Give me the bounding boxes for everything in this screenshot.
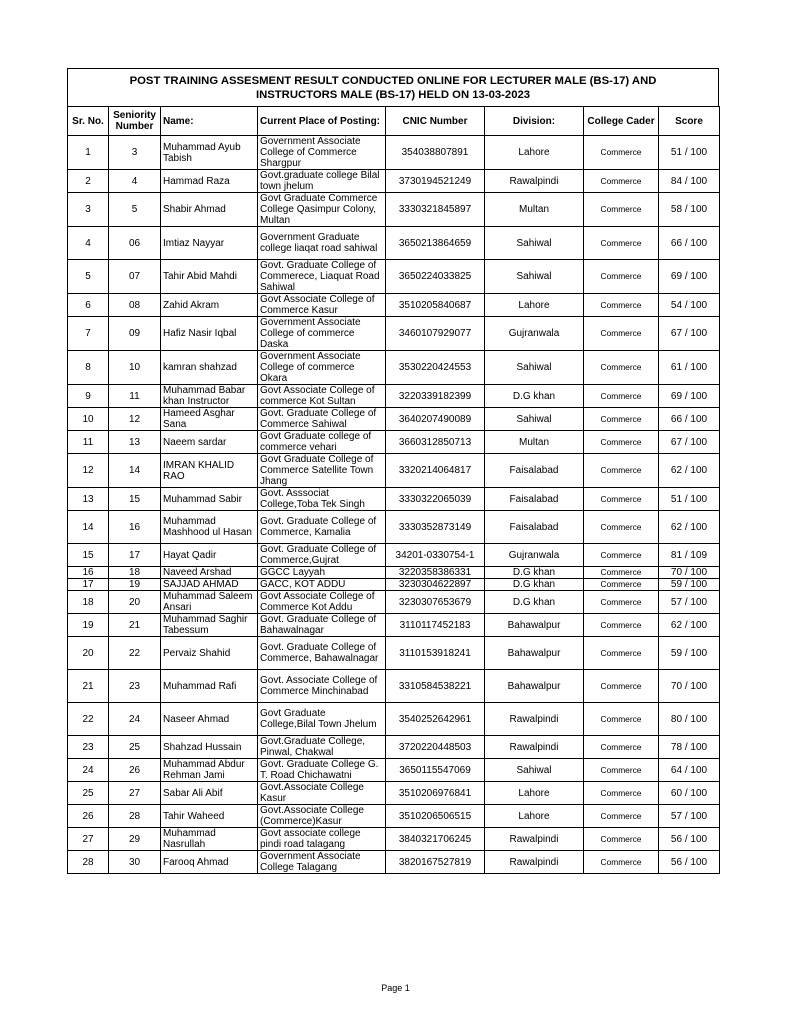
cell-name: Imtiaz Nayyar (161, 227, 258, 260)
cell-cnic: 34201-0330754-1 (386, 544, 485, 567)
header-score: Score (659, 107, 720, 136)
cell-sen: 07 (109, 260, 161, 294)
cell-division: Faisalabad (485, 454, 584, 488)
cell-sr: 27 (68, 828, 109, 851)
cell-sen: 15 (109, 488, 161, 511)
cell-posting: Government Graduate college liaqat road sahiwal (258, 227, 386, 260)
cell-cnic: 3230307653679 (386, 591, 485, 614)
table-row (68, 170, 720, 193)
cell-division: D.G khan (485, 567, 584, 579)
cell-division: Sahiwal (485, 408, 584, 431)
cell-cnic: 3320214064817 (386, 454, 485, 488)
cell-score: 84 / 100 (659, 170, 720, 193)
cell-cnic: 3310584538221 (386, 670, 485, 703)
cell-sr: 9 (68, 385, 109, 408)
header-name: Name: (161, 107, 258, 136)
cell-division: Gujranwala (485, 317, 584, 351)
cell-cnic: 3640207490089 (386, 408, 485, 431)
cell-name: Naeem sardar (161, 431, 258, 454)
cell-division: Lahore (485, 294, 584, 317)
cell-division: Sahiwal (485, 260, 584, 294)
cell-cader: Commerce (584, 567, 659, 579)
cell-cader: Commerce (584, 614, 659, 637)
cell-posting: Govt. Graduate College of Commerce, Bahawalnagar (258, 637, 386, 670)
cell-division: Gujranwala (485, 544, 584, 567)
cell-posting: Govt Associate College of Commerce Kasur (258, 294, 386, 317)
cell-name: Muhammad Abdur Rehman Jami (161, 759, 258, 782)
cell-sr: 3 (68, 193, 109, 227)
cell-cnic: 3330352873149 (386, 511, 485, 544)
cell-sr: 16 (68, 567, 109, 579)
cell-sen: 12 (109, 408, 161, 431)
title-text: POST TRAINING ASSESMENT RESULT CONDUCTED ONLINE FOR LECTURER MALE (BS-17) AND INSTRUCTORS MALE (BS-17) HELD ON 13-03-2023 (129, 74, 657, 101)
cell-name: Farooq Ahmad (161, 851, 258, 874)
table-row (68, 294, 720, 317)
cell-division: Bahawalpur (485, 637, 584, 670)
cell-division: Bahawalpur (485, 614, 584, 637)
cell-cnic: 3510205840687 (386, 294, 485, 317)
cell-sen: 11 (109, 385, 161, 408)
cell-sen: 08 (109, 294, 161, 317)
cell-name: Shabir Ahmad (161, 193, 258, 227)
cell-score: 70 / 100 (659, 567, 720, 579)
cell-score: 66 / 100 (659, 408, 720, 431)
header-division: Division: (485, 107, 584, 136)
cell-score: 80 / 100 (659, 703, 720, 736)
cell-division: Multan (485, 431, 584, 454)
cell-sr: 10 (68, 408, 109, 431)
cell-posting: Govt Graduate college of commerce vehari (258, 431, 386, 454)
cell-score: 66 / 100 (659, 227, 720, 260)
cell-cader: Commerce (584, 408, 659, 431)
cell-score: 54 / 100 (659, 294, 720, 317)
table-row (68, 511, 720, 544)
cell-cader: Commerce (584, 703, 659, 736)
cell-name: Hameed Asghar Sana (161, 408, 258, 431)
cell-sen: 4 (109, 170, 161, 193)
cell-sen: 16 (109, 511, 161, 544)
cell-score: 69 / 100 (659, 260, 720, 294)
cell-division: Rawalpindi (485, 851, 584, 874)
cell-cnic: 3460107929077 (386, 317, 485, 351)
cell-name: Tahir Abid Mahdi (161, 260, 258, 294)
cell-posting: Govt Graduate Commerce College Qasimpur Colony, Multan (258, 193, 386, 227)
result-table (67, 106, 720, 874)
cell-cader: Commerce (584, 351, 659, 385)
cell-sen: 30 (109, 851, 161, 874)
table-row (68, 544, 720, 567)
cell-posting: Govt Associate College of commerce Kot Sultan (258, 385, 386, 408)
cell-cader: Commerce (584, 431, 659, 454)
cell-sr: 6 (68, 294, 109, 317)
cell-sr: 15 (68, 544, 109, 567)
cell-cader: Commerce (584, 591, 659, 614)
cell-name: Muhammad Mashhood ul Hasan (161, 511, 258, 544)
cell-posting: Govt Associate College of Commerce Kot Addu (258, 591, 386, 614)
cell-cnic: 354038807891 (386, 136, 485, 170)
cell-cader: Commerce (584, 488, 659, 511)
cell-division: Lahore (485, 136, 584, 170)
cell-name: Muhammad Rafi (161, 670, 258, 703)
cell-cnic: 3510206506515 (386, 805, 485, 828)
cell-division: Faisalabad (485, 488, 584, 511)
cell-score: 81 / 109 (659, 544, 720, 567)
cell-sen: 09 (109, 317, 161, 351)
cell-cader: Commerce (584, 385, 659, 408)
cell-cader: Commerce (584, 317, 659, 351)
cell-name: Hayat Qadir (161, 544, 258, 567)
cell-sr: 22 (68, 703, 109, 736)
table-row (68, 408, 720, 431)
cell-sen: 22 (109, 637, 161, 670)
cell-score: 59 / 100 (659, 579, 720, 591)
cell-name: Muhammad Nasrullah (161, 828, 258, 851)
cell-division: D.G khan (485, 579, 584, 591)
cell-cader: Commerce (584, 851, 659, 874)
cell-name: Muhammad Sabir (161, 488, 258, 511)
cell-cnic: 3110153918241 (386, 637, 485, 670)
page-footer: Page 1 (381, 983, 410, 993)
cell-sen: 24 (109, 703, 161, 736)
table-row (68, 828, 720, 851)
table-row (68, 351, 720, 385)
cell-cnic: 3730194521249 (386, 170, 485, 193)
cell-name: Muhammad Saleem Ansari (161, 591, 258, 614)
cell-score: 58 / 100 (659, 193, 720, 227)
cell-posting: Govt.graduate college Bilal town jhelum (258, 170, 386, 193)
cell-sen: 19 (109, 579, 161, 591)
cell-sr: 14 (68, 511, 109, 544)
cell-posting: Government Associate College of commerce Okara (258, 351, 386, 385)
cell-division: Lahore (485, 805, 584, 828)
document-title (67, 68, 719, 106)
cell-sen: 23 (109, 670, 161, 703)
cell-sen: 17 (109, 544, 161, 567)
cell-division: Rawalpindi (485, 828, 584, 851)
cell-name: Shahzad Hussain (161, 736, 258, 759)
cell-cnic: 3660312850713 (386, 431, 485, 454)
cell-name: Muhammad Babar khan Instructor (161, 385, 258, 408)
cell-name: Muhammad Ayub Tabish (161, 136, 258, 170)
cell-sr: 25 (68, 782, 109, 805)
table-row (68, 637, 720, 670)
cell-cader: Commerce (584, 637, 659, 670)
cell-cnic: 3840321706245 (386, 828, 485, 851)
cell-name: Tahir Waheed (161, 805, 258, 828)
cell-sr: 19 (68, 614, 109, 637)
cell-score: 64 / 100 (659, 759, 720, 782)
cell-score: 62 / 100 (659, 511, 720, 544)
cell-posting: Govt. Graduate College of Commerece, Liaquat Road Sahiwal (258, 260, 386, 294)
cell-posting: Govt. Graduate College of Commerce,Gujrat (258, 544, 386, 567)
table-row (68, 136, 720, 170)
cell-posting: Govt. Graduate College of Commerce Sahiwal (258, 408, 386, 431)
cell-sen: 21 (109, 614, 161, 637)
cell-name: SAJJAD AHMAD (161, 579, 258, 591)
cell-score: 56 / 100 (659, 851, 720, 874)
cell-cader: Commerce (584, 828, 659, 851)
cell-cnic: 3510206976841 (386, 782, 485, 805)
cell-division: Sahiwal (485, 227, 584, 260)
cell-score: 51 / 100 (659, 136, 720, 170)
cell-name: Naveed Arshad (161, 567, 258, 579)
cell-sen: 13 (109, 431, 161, 454)
cell-cnic: 3530220424553 (386, 351, 485, 385)
cell-sen: 10 (109, 351, 161, 385)
cell-cnic: 3330321845897 (386, 193, 485, 227)
cell-cnic: 3650213864659 (386, 227, 485, 260)
cell-sr: 28 (68, 851, 109, 874)
cell-cader: Commerce (584, 805, 659, 828)
cell-cnic: 3820167527819 (386, 851, 485, 874)
table-row (68, 805, 720, 828)
cell-posting: Govt.Associate College (Commerce)Kasur (258, 805, 386, 828)
table-row (68, 736, 720, 759)
cell-score: 62 / 100 (659, 614, 720, 637)
cell-posting: Govt. Graduate College G. T. Road Chichawatni (258, 759, 386, 782)
cell-sen: 5 (109, 193, 161, 227)
table-row (68, 431, 720, 454)
cell-division: D.G khan (485, 385, 584, 408)
cell-division: Faisalabad (485, 511, 584, 544)
cell-name: Sabar Ali Abif (161, 782, 258, 805)
table-row (68, 851, 720, 874)
cell-sr: 8 (68, 351, 109, 385)
table-row (68, 670, 720, 703)
cell-posting: Govt Graduate College,Bilal Town Jhelum (258, 703, 386, 736)
cell-cader: Commerce (584, 670, 659, 703)
cell-sr: 4 (68, 227, 109, 260)
cell-score: 61 / 100 (659, 351, 720, 385)
cell-name: Hafiz Nasir Iqbal (161, 317, 258, 351)
cell-name: Pervaiz Shahid (161, 637, 258, 670)
cell-cnic: 3540252642961 (386, 703, 485, 736)
cell-cnic: 3220339182399 (386, 385, 485, 408)
cell-sen: 14 (109, 454, 161, 488)
cell-division: Rawalpindi (485, 703, 584, 736)
cell-division: Rawalpindi (485, 736, 584, 759)
cell-posting: GACC, KOT ADDU (258, 579, 386, 591)
cell-score: 67 / 100 (659, 317, 720, 351)
table-row (68, 488, 720, 511)
cell-sr: 7 (68, 317, 109, 351)
table-row (68, 227, 720, 260)
cell-sr: 11 (68, 431, 109, 454)
cell-sen: 3 (109, 136, 161, 170)
cell-cnic: 3330322065039 (386, 488, 485, 511)
cell-cader: Commerce (584, 170, 659, 193)
cell-division: Multan (485, 193, 584, 227)
cell-name: kamran shahzad (161, 351, 258, 385)
table-body (68, 136, 720, 874)
table-row (68, 703, 720, 736)
table-row (68, 591, 720, 614)
cell-score: 57 / 100 (659, 805, 720, 828)
table-row (68, 759, 720, 782)
cell-score: 70 / 100 (659, 670, 720, 703)
cell-sr: 5 (68, 260, 109, 294)
cell-posting: Govt.Graduate College, Pinwal, Chakwal (258, 736, 386, 759)
cell-cnic: 3230304622897 (386, 579, 485, 591)
table-row (68, 193, 720, 227)
cell-cader: Commerce (584, 736, 659, 759)
cell-score: 67 / 100 (659, 431, 720, 454)
cell-posting: Govt. Associate College of Commerce Minchinabad (258, 670, 386, 703)
cell-score: 78 / 100 (659, 736, 720, 759)
table-row (68, 782, 720, 805)
cell-cader: Commerce (584, 294, 659, 317)
cell-posting: Govt.Associate College Kasur (258, 782, 386, 805)
cell-division: D.G khan (485, 591, 584, 614)
table-row (68, 614, 720, 637)
table-header-row (68, 107, 720, 136)
header-sr: Sr. No. (68, 107, 109, 136)
cell-cader: Commerce (584, 136, 659, 170)
cell-cader: Commerce (584, 454, 659, 488)
cell-cader: Commerce (584, 759, 659, 782)
cell-score: 51 / 100 (659, 488, 720, 511)
header-cnic: CNIC Number (386, 107, 485, 136)
cell-score: 59 / 100 (659, 637, 720, 670)
table-row (68, 260, 720, 294)
header-seniority: Seniority Number (109, 107, 161, 136)
cell-division: Rawalpindi (485, 170, 584, 193)
cell-division: Sahiwal (485, 759, 584, 782)
table-row (68, 385, 720, 408)
cell-name: Muhammad Saghir Tabessum (161, 614, 258, 637)
cell-cader: Commerce (584, 227, 659, 260)
cell-division: Bahawalpur (485, 670, 584, 703)
cell-posting: Government Associate College of Commerce Shargpur (258, 136, 386, 170)
cell-cnic: 3650224033825 (386, 260, 485, 294)
cell-name: Naseer Ahmad (161, 703, 258, 736)
cell-score: 60 / 100 (659, 782, 720, 805)
cell-division: Lahore (485, 782, 584, 805)
table-row (68, 454, 720, 488)
cell-sen: 06 (109, 227, 161, 260)
cell-sen: 18 (109, 567, 161, 579)
cell-name: Hammad Raza (161, 170, 258, 193)
result-document (67, 68, 719, 874)
cell-cader: Commerce (584, 579, 659, 591)
cell-sr: 21 (68, 670, 109, 703)
cell-posting: Govt associate college pindi road talagang (258, 828, 386, 851)
cell-sen: 29 (109, 828, 161, 851)
table-row (68, 579, 720, 591)
cell-score: 62 / 100 (659, 454, 720, 488)
cell-cader: Commerce (584, 782, 659, 805)
cell-sen: 26 (109, 759, 161, 782)
cell-sr: 23 (68, 736, 109, 759)
cell-posting: GGCC Layyah (258, 567, 386, 579)
cell-division: Sahiwal (485, 351, 584, 385)
cell-sr: 20 (68, 637, 109, 670)
cell-sen: 20 (109, 591, 161, 614)
cell-sr: 26 (68, 805, 109, 828)
cell-score: 69 / 100 (659, 385, 720, 408)
cell-sen: 27 (109, 782, 161, 805)
table-row (68, 567, 720, 579)
cell-posting: Govt. Asssociat College,Toba Tek Singh (258, 488, 386, 511)
header-posting: Current Place of Posting: (258, 107, 386, 136)
cell-sen: 25 (109, 736, 161, 759)
cell-cader: Commerce (584, 260, 659, 294)
cell-sr: 1 (68, 136, 109, 170)
cell-name: IMRAN KHALID RAO (161, 454, 258, 488)
cell-cader: Commerce (584, 511, 659, 544)
header-cader: College Cader (584, 107, 659, 136)
cell-sr: 17 (68, 579, 109, 591)
cell-posting: Govt. Graduate College of Bahawalnagar (258, 614, 386, 637)
cell-sr: 12 (68, 454, 109, 488)
cell-sr: 13 (68, 488, 109, 511)
cell-posting: Government Associate College Talagang (258, 851, 386, 874)
cell-cnic: 3110117452183 (386, 614, 485, 637)
cell-sr: 24 (68, 759, 109, 782)
cell-cnic: 3220358386331 (386, 567, 485, 579)
cell-cnic: 3650115547069 (386, 759, 485, 782)
cell-cnic: 3720220448503 (386, 736, 485, 759)
cell-sr: 18 (68, 591, 109, 614)
cell-score: 56 / 100 (659, 828, 720, 851)
cell-sr: 2 (68, 170, 109, 193)
cell-posting: Govt. Graduate College of Commerce, Kamalia (258, 511, 386, 544)
cell-sen: 28 (109, 805, 161, 828)
cell-score: 57 / 100 (659, 591, 720, 614)
table-row (68, 317, 720, 351)
cell-cader: Commerce (584, 193, 659, 227)
cell-posting: Govt Graduate College of Commerce Satellite Town Jhang (258, 454, 386, 488)
cell-cader: Commerce (584, 544, 659, 567)
cell-name: Zahid Akram (161, 294, 258, 317)
cell-posting: Government Associate College of commerce Daska (258, 317, 386, 351)
